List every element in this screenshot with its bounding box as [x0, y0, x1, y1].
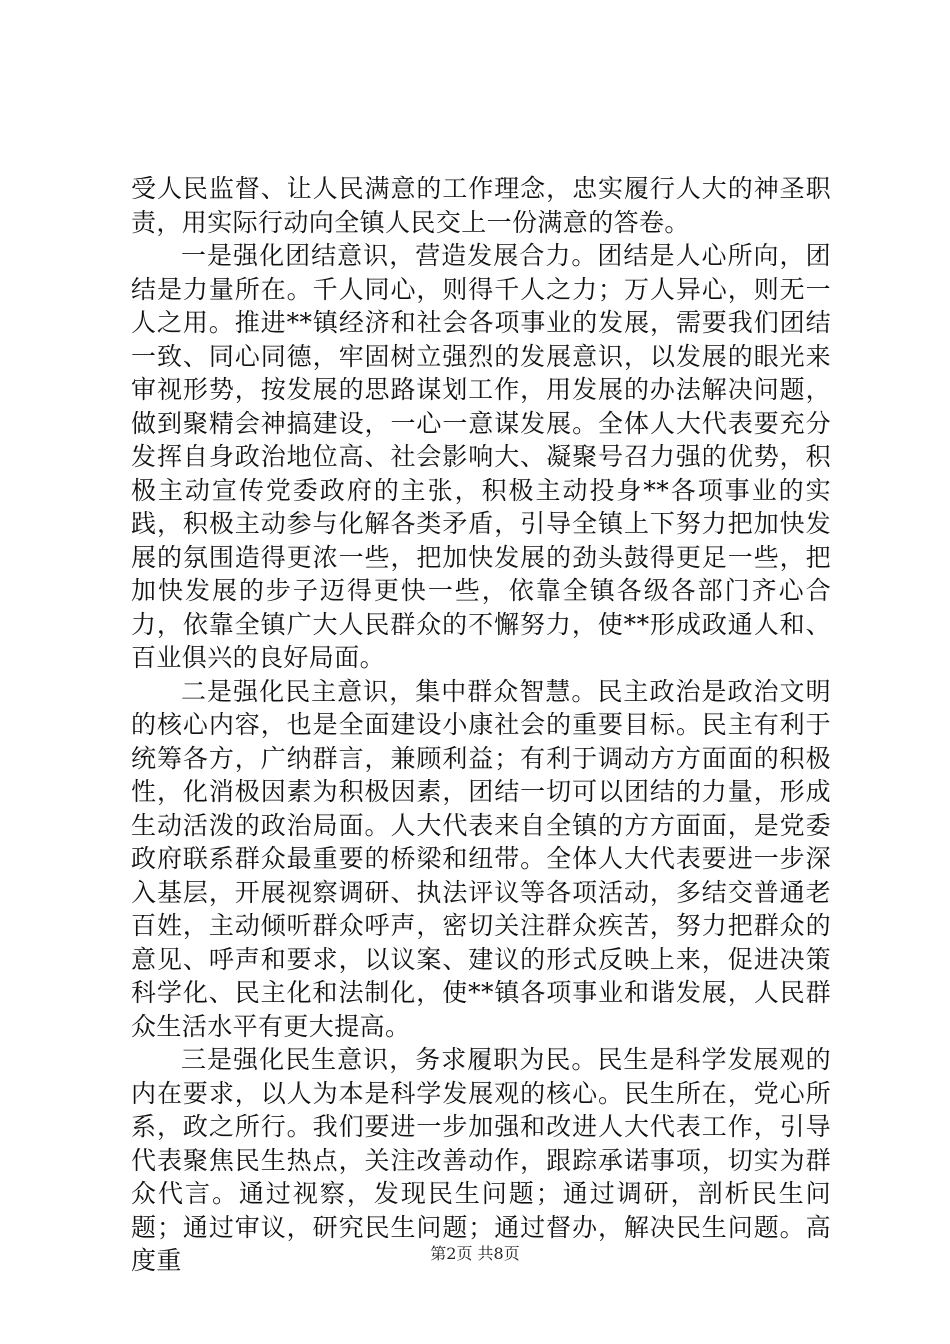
paragraph-democracy: 二是强化民主意识，集中群众智慧。民主政治是政治文明的核心内容，也是全面建设小康社会的重要目标。民主有利于统筹各方，广纳群言，兼顾利益；有利于调动方方面面的积极性，化消极因素为积极因素，团结一切可以团结的力量，形成生动活泼的政治局面。人大代表来自全镇的方方面面，是党委政府联系群众最重要的桥梁和纽带。全体人大代表要进一步深入基层，开展视察调研、执法评议等各项活动，多结交普通老百姓，主动倾听群众呼声，密切关注群众疾苦，努力把群众的意见、呼声和要求，以议案、建议的形式反映上来，促进决策科学化、民主化和法制化，使**镇各项事业和谐发展，人民群众生活水平有更大提高。	[131, 676, 831, 1041]
paragraph-intro: 受人民监督、让人民满意的工作理念，忠实履行人大的神圣职责，用实际行动向全镇人民交上一份满意的答卷。	[131, 174, 831, 237]
paragraph-livelihood: 三是强化民生意识，务求履职为民。民生是科学发展观的内在要求，以人为本是科学发展观的核心。民生所在，党心所系，政之所行。我们要进一步加强和改进人大代表工作，引导代表聚焦民生热点，关注改善动作，跟踪承诺事项，切实为群众代言。通过视察，发现民生问题；通过调研，剖析民生问题；通过审议，研究民生问题；通过督办，解决民生问题。高度重	[131, 1045, 831, 1275]
document-body	[131, 172, 831, 1278]
page-number-footer: 第2页 共8页	[430, 1244, 520, 1263]
paragraph-unity: 一是强化团结意识，营造发展合力。团结是人心所向，团结是力量所在。千人同心，则得千人之力；万人异心，则无一人之用。推进**镇经济和社会各项事业的发展，需要我们团结一致、同心同德，牢固树立强烈的发展意识，以发展的眼光来审视形势，按发展的思路谋划工作，用发展的办法解决问题，做到聚精会神搞建设，一心一意谋发展。全体人大代表要充分发挥自身政治地位高、社会影响大、凝聚号召力强的优势，积极主动宣传党委政府的主张，积极主动投身**各项事业的实践，积极主动参与化解各类矛盾，引导全镇上下努力把加快发展的氛围造得更浓一些，把加快发展的劲头鼓得更足一些，把加快发展的步子迈得更快一些，依靠全镇各级各部门齐心合力，依靠全镇广大人民群众的不懈努力，使**形成政通人和、百业俱兴的良好局面。	[131, 241, 831, 672]
